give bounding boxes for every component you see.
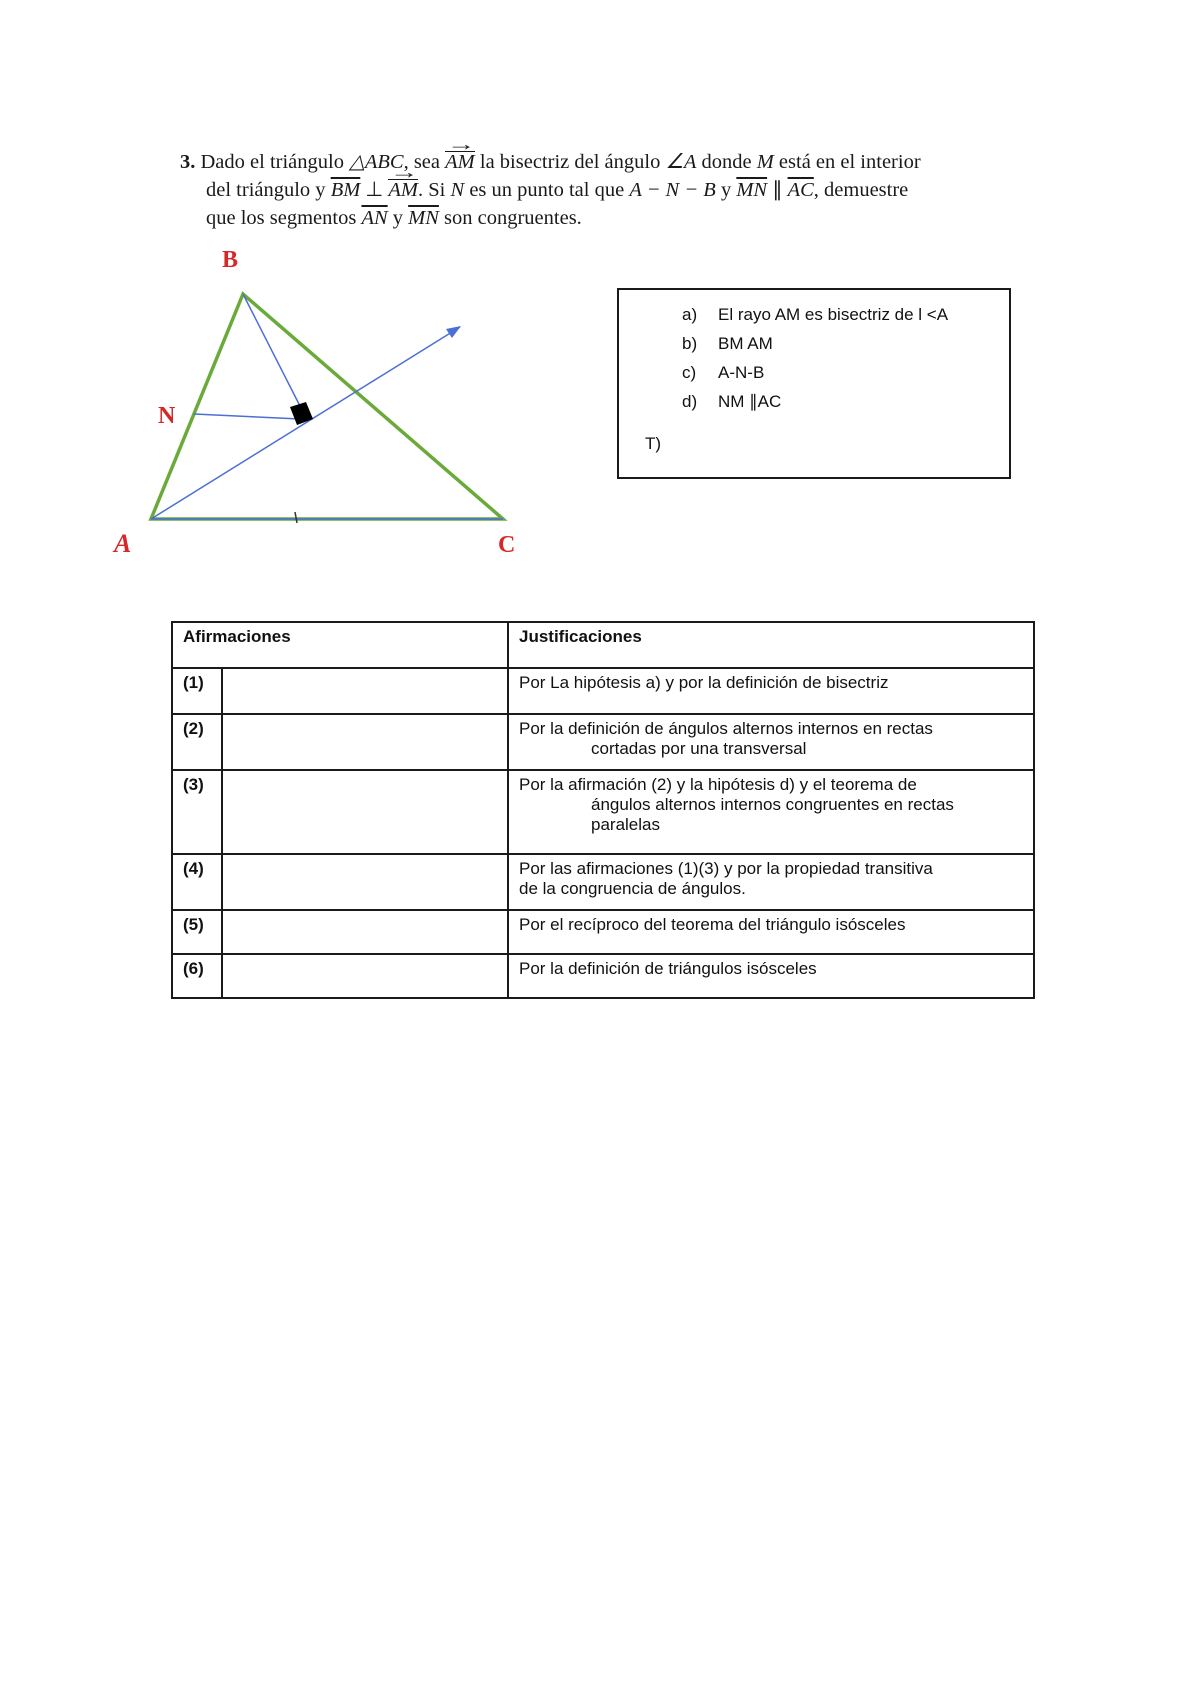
justification-cell <box>508 910 1034 954</box>
table-row <box>172 910 1034 954</box>
text: , demuestre <box>813 179 909 201</box>
justification-line: ángulos alternos internos congruentes en rectas <box>591 795 954 814</box>
hypothesis-text: NM ∥AC <box>718 392 782 411</box>
table-row <box>172 770 1034 854</box>
problem-statement <box>180 148 1060 232</box>
betweenness: A − N − B <box>629 179 716 201</box>
ray-am-2: → AM <box>388 179 418 200</box>
text: del triángulo y <box>206 179 331 201</box>
justification-cell <box>508 668 1034 714</box>
ray-am-line <box>151 327 460 519</box>
justification-line: Por la definición de ángulos alternos internos en rectas <box>519 719 933 738</box>
ray-arrowhead <box>446 326 461 338</box>
text: Dado el triángulo <box>200 151 350 173</box>
hypothesis-label: a) <box>682 305 698 324</box>
triangle-symbol: △ABC <box>349 151 404 173</box>
text: es un punto tal que <box>464 179 630 201</box>
hypothesis-item <box>682 329 948 358</box>
problem-line-2 <box>180 176 1060 204</box>
table-header-row <box>172 622 1034 668</box>
affirmation-cell[interactable] <box>222 910 508 954</box>
justification-line: Por la afirmación (2) y la hipótesis d) y el teorema de <box>519 775 917 794</box>
hypothesis-item <box>682 358 948 387</box>
label-a: A <box>114 529 132 558</box>
triangle-abc <box>151 294 503 519</box>
text: está en el interior <box>773 151 921 173</box>
justification-line: paralelas <box>591 815 660 834</box>
problem-number: 3. <box>180 151 196 173</box>
point-n: N <box>450 179 465 201</box>
row-number: (2) <box>172 714 222 770</box>
hypothesis-text: A-N-B <box>718 363 765 382</box>
justification-line: cortadas por una transversal <box>591 739 807 758</box>
table-row <box>172 854 1034 910</box>
segment-an: $\overline{AN}$ <box>361 207 388 229</box>
text: y <box>715 179 737 201</box>
affirmation-cell[interactable] <box>222 854 508 910</box>
justification-cell <box>508 954 1034 998</box>
perpendicular-symbol: ⊥ <box>360 179 389 201</box>
hypothesis-text: El rayo AM es bisectriz de l <A <box>718 305 949 324</box>
table-row <box>172 954 1034 998</box>
justification-line: Por las afirmaciones (1)(3) y por la propiedad transitiva <box>519 859 933 878</box>
justification-line: Por la definición de triángulos isósceles <box>519 959 817 978</box>
affirmation-cell[interactable] <box>222 954 508 998</box>
label-n: N <box>158 403 176 429</box>
segment-bm-line <box>243 294 301 408</box>
parallel-symbol: ∥ <box>767 179 788 201</box>
right-angle-marker <box>290 402 313 425</box>
ray-am: → AM <box>445 151 475 172</box>
segment-bm: $\overline{BM}$ <box>330 179 361 201</box>
label-b: B <box>222 247 239 273</box>
justification-line: de la congruencia de ángulos. <box>519 879 746 898</box>
segment-mn-2: $\overline{MN}$ <box>408 207 439 229</box>
justification-cell <box>508 714 1034 770</box>
justification-line: Por el recíproco del teorema del triángulo isósceles <box>519 915 906 934</box>
affirmation-cell[interactable] <box>222 770 508 854</box>
point-m: M <box>756 151 774 173</box>
row-number: (6) <box>172 954 222 998</box>
segment-ac: $\overline{AC}$ <box>787 179 814 201</box>
affirmation-cell[interactable] <box>222 714 508 770</box>
hypothesis-label: b) <box>682 334 698 353</box>
justification-cell <box>508 854 1034 910</box>
table-row <box>172 714 1034 770</box>
hypothesis-item <box>682 300 948 329</box>
angle-a: ∠A <box>665 151 697 173</box>
table-row <box>172 668 1034 714</box>
hypothesis-item <box>682 387 948 416</box>
hypothesis-label: c) <box>682 363 697 382</box>
problem-line-3 <box>180 204 1060 232</box>
row-number: (3) <box>172 770 222 854</box>
proof-table <box>171 621 1035 999</box>
row-number: (5) <box>172 910 222 954</box>
text: que los segmentos <box>206 207 362 229</box>
header-affirmations: Afirmaciones <box>172 622 508 668</box>
text: . Si <box>418 179 451 201</box>
hypothesis-text: BM AM <box>718 334 773 353</box>
base-tick <box>295 512 297 523</box>
label-c: C <box>498 532 516 558</box>
hypotheses-list <box>682 300 948 416</box>
justification-line: Por La hipótesis a) y por la definición de bisectriz <box>519 673 889 692</box>
header-justifications: Justificaciones <box>508 622 1034 668</box>
row-number: (4) <box>172 854 222 910</box>
thesis-label: T) <box>645 434 662 453</box>
row-number: (1) <box>172 668 222 714</box>
text: y <box>387 207 409 229</box>
text: , sea <box>403 151 446 173</box>
text: donde <box>696 151 757 173</box>
text: la bisectriz del ángulo <box>474 151 666 173</box>
hypotheses-box <box>617 288 1011 479</box>
justification-cell <box>508 770 1034 854</box>
segment-mn: $\overline{MN}$ <box>736 179 768 201</box>
affirmation-cell[interactable] <box>222 668 508 714</box>
problem-line-1 <box>180 148 1060 176</box>
segment-nm-line <box>194 414 300 419</box>
triangle-figure <box>100 245 550 565</box>
hypothesis-label: d) <box>682 392 698 411</box>
text: son congruentes. <box>438 207 582 229</box>
